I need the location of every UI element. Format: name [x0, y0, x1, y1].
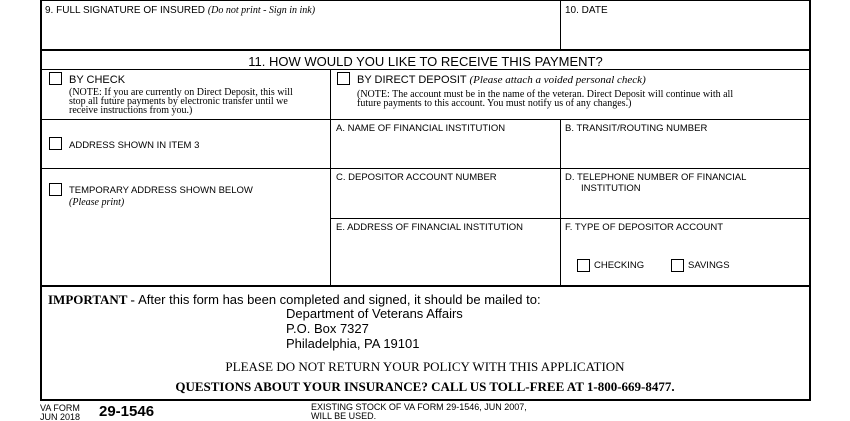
field-f-label: F. TYPE OF DEPOSITOR ACCOUNT — [565, 222, 724, 233]
address-line-2: P.O. Box 7327 — [286, 321, 369, 336]
direct-deposit-checkbox[interactable] — [337, 72, 350, 85]
temp-address-label: TEMPORARY ADDRESS SHOWN BELOW — [69, 185, 253, 196]
temp-address-field[interactable] — [42, 210, 328, 285]
checking-checkbox[interactable] — [577, 259, 590, 272]
date-label: 10. DATE — [565, 5, 608, 16]
left-sep-1 — [40, 119, 330, 120]
toll-free-notice: QUESTIONS ABOUT YOUR INSURANCE? CALL US TOLL-FREE AT 1-800-669-8477. — [175, 379, 675, 394]
savings-checkbox[interactable] — [671, 259, 684, 272]
field-d-label: D. TELEPHONE NUMBER OF FINANCIAL INSTITUTION — [565, 172, 747, 194]
row9-divider — [560, 0, 561, 50]
direct-deposit-note: (NOTE: The account must be in the name of the veteran. Direct Deposit will continue with all future payments to this account. You must notify us of any changes.) — [357, 89, 734, 109]
existing-stock-note: EXISTING STOCK OF VA FORM 29-1546, JUN 2007, WILL BE USED. — [311, 402, 527, 421]
temp-address-hint: (Please print) — [69, 197, 125, 208]
date-field[interactable] — [562, 18, 808, 49]
savings-label: SAVINGS — [688, 260, 730, 271]
mailing-address — [286, 306, 463, 351]
address-line-1: Department of Veterans Affairs — [286, 306, 463, 321]
bottom-border — [40, 399, 811, 401]
account-number-field[interactable] — [332, 185, 559, 217]
financial-institution-name-field[interactable] — [332, 136, 559, 167]
direct-deposit-label: BY DIRECT DEPOSIT (Please attach a voided personal check) — [357, 74, 646, 86]
payment-section-bottom — [40, 285, 811, 287]
right-sep-3 — [330, 218, 810, 219]
row9-bottom-line — [40, 49, 811, 51]
direct-deposit-hint: (Please attach a voided personal check) — [469, 74, 646, 86]
payment-heading: 11. HOW WOULD YOU LIKE TO RECEIVE THIS PAYMENT? — [248, 54, 603, 69]
field-a-label: A. NAME OF FINANCIAL INSTITUTION — [336, 123, 506, 134]
address-item3-label: ADDRESS SHOWN IN ITEM 3 — [69, 140, 200, 151]
by-check-checkbox[interactable] — [49, 72, 62, 85]
field-b-label: B. TRANSIT/ROUTING NUMBER — [565, 123, 708, 134]
right-inner-divider — [560, 119, 561, 286]
important-lead: IMPORTANT - — [48, 292, 139, 307]
routing-number-field[interactable] — [562, 136, 808, 167]
important-body: After this form has been completed and signed, it should be mailed to: — [138, 292, 541, 307]
field-e-label: E. ADDRESS OF FINANCIAL INSTITUTION — [336, 222, 524, 233]
field-c-label: C. DEPOSITOR ACCOUNT NUMBER — [336, 172, 497, 183]
signature-field[interactable] — [42, 18, 559, 49]
top-border — [40, 0, 811, 1]
checking-label: CHECKING — [594, 260, 645, 271]
institution-phone-field[interactable] — [562, 196, 808, 217]
form-label: VA FORM — [40, 403, 80, 413]
temp-address-checkbox[interactable] — [49, 183, 62, 196]
institution-address-field[interactable] — [332, 235, 559, 285]
form-number: 29-1546 — [99, 403, 155, 420]
by-check-note: (NOTE: If you are currently on Direct Deposit, this will stop all future payments by electronic transfer until we receive instructions from you.) — [69, 87, 293, 116]
address-item3-checkbox[interactable] — [49, 137, 62, 150]
signature-hint: (Do not print - Sign in ink) — [207, 5, 316, 16]
right-sep-2 — [330, 168, 810, 169]
heading-bottom-line — [40, 69, 811, 70]
do-not-return-notice: PLEASE DO NOT RETURN YOUR POLICY WITH THIS APPLICATION — [225, 359, 625, 374]
signature-label: 9. FULL SIGNATURE OF INSURED (Do not print - Sign in ink) — [45, 5, 316, 16]
left-sep-2 — [40, 168, 330, 169]
form-date: JUN 2018 — [40, 412, 81, 421]
address-line-3: Philadelphia, PA 19101 — [286, 336, 420, 351]
by-check-label: BY CHECK — [69, 74, 126, 86]
right-sep-top — [330, 119, 810, 120]
column-divider — [330, 69, 331, 286]
